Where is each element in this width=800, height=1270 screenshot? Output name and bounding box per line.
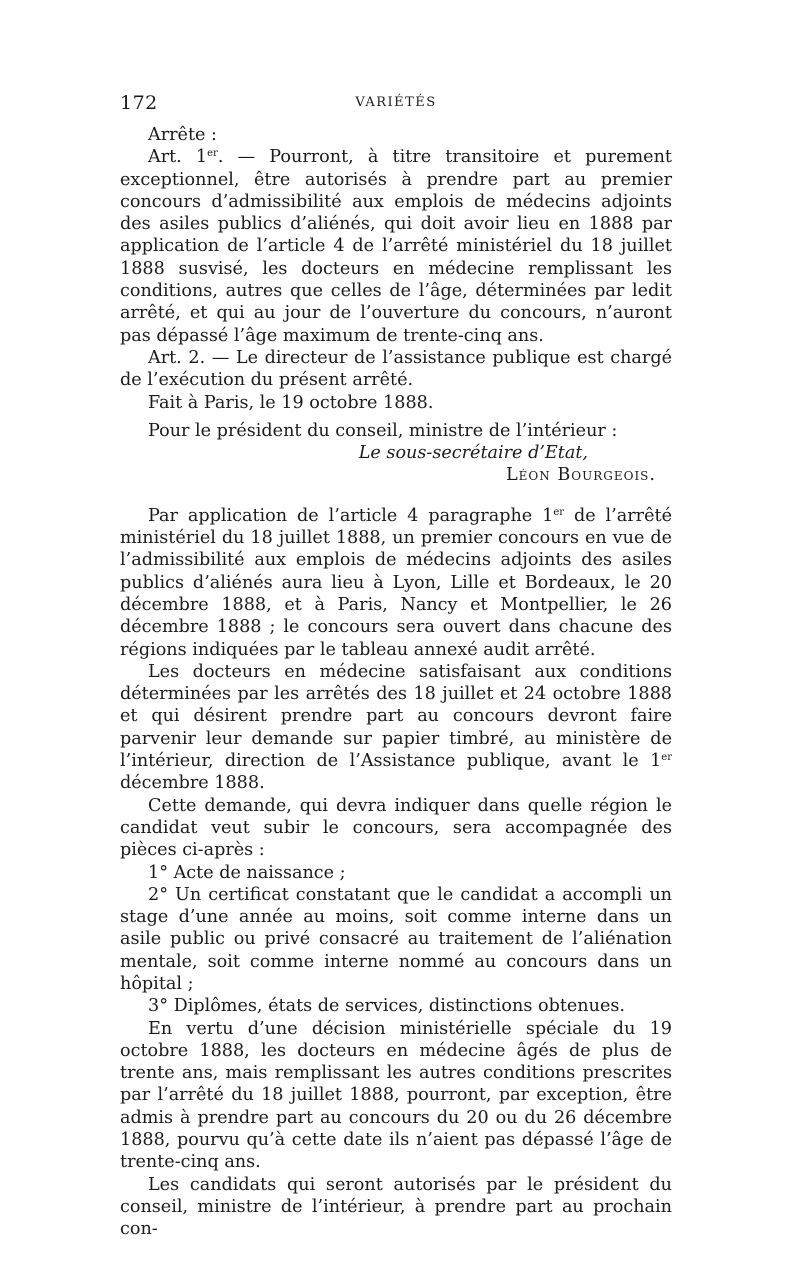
decree-signatory: Léon Bourgeois.: [505, 465, 656, 486]
article-1-superscript: er: [207, 148, 218, 160]
notice-paragraph-3: Cette demande, qui devra indiquer dans quelle région le candidat veut subir le concours, sera accompagnée des pièces ci-après :: [120, 795, 672, 861]
decree-article-2: Art. 2. — Le directeur de l’assistance publique est chargé de l’exécution du présent arrêté.: [120, 347, 672, 391]
notice-p1-part-b: de l’arrêté ministériel du 18 juillet 1888, un premier concours en vue de l’admissibilité aux emplois de médecins adjoints des asiles publics d’aliénés aura lieu à Lyon, Lille et Bordeaux, le 20 décembre 1888, et à Paris, Nancy et Montpellier, le 26 décembre 1888 ; le concours sera ouvert dans chacune des régions indiquées par le tableau annexé audit arrêté.: [120, 505, 672, 660]
notice-paragraph-5: Les candidats qui seront autorisés par le président du conseil, ministre de l’intérieur, à prendre part au prochain con-: [120, 1174, 672, 1240]
notice-list-item-2: 2° Un certificat constatant que le candidat a accompli un stage d’une année au moins, soit comme interne dans un asile public ou privé consacré au traitement de l’aliénation mentale, soit comme interne nommé au concours dans un hôpital ;: [120, 884, 672, 994]
page-header: [120, 92, 672, 114]
article-1-label: Art. 1: [148, 147, 208, 168]
article-1-text: . — Pourront, à titre transitoire et purement exceptionnel, être autorisés à prendre part au premier concours d’admissibilité aux emplois de médecins adjoints des asiles publics d’aliénés, qui doit avoir lieu en 1888 par application de l’article 4 de l’arrêté ministériel du 18 juillet 1888 susvisé, les docteurs en médecine remplissant les conditions, autres que celles de l’âge, déterminées par ledit arrêté, et qui au jour de l’ouverture du concours, n’auront pas dépassé l’âge maximum de trente-cinq ans.: [120, 147, 672, 346]
notice-paragraph-1: [120, 505, 672, 661]
decree-done-at: Fait à Paris, le 19 octobre 1888.: [148, 392, 434, 413]
decree-under-secretary: Le sous-secrétaire d’Etat,: [358, 443, 588, 464]
page-number: 172: [120, 92, 158, 114]
notice-p2-part-a: Les docteurs en médecine satisfaisant aux conditions déterminées par les arrêtés des 18 juillet et 24 octobre 1888 et qui désirent prendre part au concours devront faire parvenir leur demande sur papier timbré, au ministère de l’intérieur, direction de l’Assistance publique, avant le 1: [120, 661, 672, 772]
notice-paragraph-4: En vertu d’une décision ministérielle spéciale du 19 octobre 1888, les docteurs en médecine âgés de plus de trente ans, mais remplissant les autres conditions prescrites par l’arrêté du 18 juillet 1888, pourront, par exception, être admis à prendre part au concours du 20 ou du 26 décembre 1888, pourvu qu’à cette date ils n’aient pas dépassé l’âge de trente-cinq ans.: [120, 1018, 672, 1173]
decree-article-1: [120, 146, 672, 347]
notice-list-item-1: 1° Acte de naissance ;: [148, 862, 346, 883]
body-text: [120, 124, 672, 1241]
decree-for-president: Pour le président du conseil, ministre de l’intérieur :: [148, 420, 618, 441]
notice-paragraph-2: [120, 661, 672, 795]
notice-p2-superscript: er: [661, 752, 672, 764]
decree-heading: Arrête :: [148, 125, 217, 145]
notice-p1-part-a: Par application de l’article 4 paragraphe 1: [148, 505, 554, 526]
notice-list-item-3: 3° Diplômes, états de services, distinctions obtenues.: [148, 996, 626, 1017]
notice-p1-superscript: er: [553, 506, 565, 518]
notice-p2-part-b: décembre 1888.: [120, 773, 265, 794]
running-head: VARIÉTÉS: [355, 95, 437, 110]
